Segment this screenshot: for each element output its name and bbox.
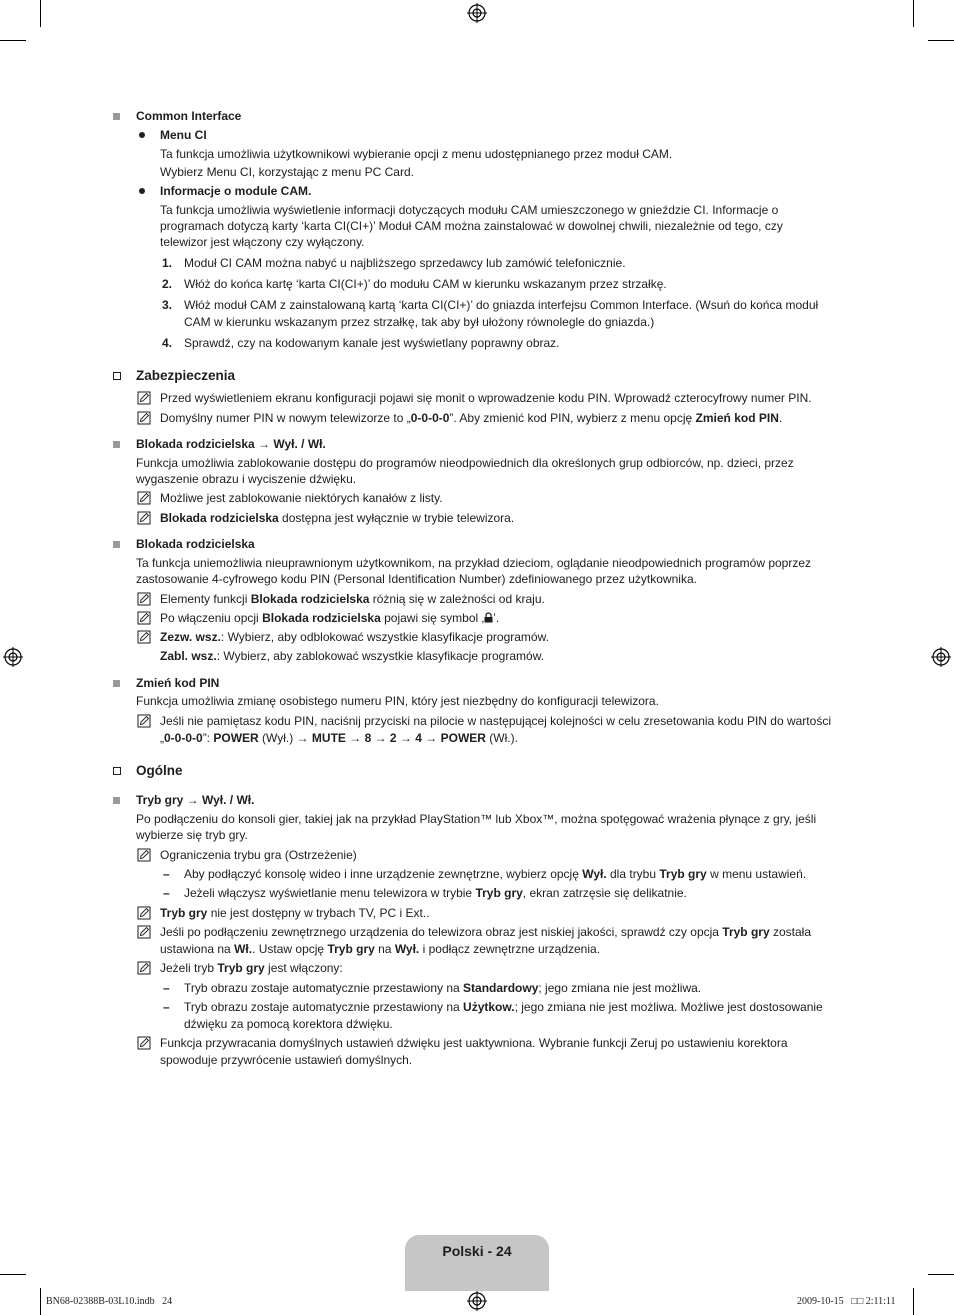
note-icon bbox=[137, 1036, 151, 1050]
square-bullet-icon bbox=[113, 797, 120, 804]
note-icon bbox=[137, 906, 151, 920]
step-text: Sprawdź, czy na kodowanym kanale jest wyświetlany poprawny obraz. bbox=[184, 336, 560, 350]
square-bullet-icon bbox=[113, 541, 120, 548]
note-icon bbox=[137, 491, 151, 505]
note-text: Domyślny numer PIN w nowym telewizorze to „0-0-0-0”. Aby zmienić kod PIN, wybierz z menu opcję Zmień kod PIN. bbox=[160, 411, 783, 425]
square-bullet-icon bbox=[113, 680, 120, 687]
note-text: Tryb gry nie jest dostępny w trybach TV, PC i Ext.. bbox=[160, 906, 430, 920]
cam-info-text: Ta funkcja umożliwia wyświetlenie informacji dotyczących modułu CAM umieszczonego w gnieździe CI. Informacje o bbox=[160, 203, 779, 217]
note-text: Po włączeniu opcji Blokada rodzicielska pojawi się symbol ‚ ’. bbox=[160, 611, 500, 625]
note-text: Możliwe jest zablokowanie niektórych kanałów z listy. bbox=[160, 491, 443, 505]
round-bullet-icon bbox=[139, 188, 145, 194]
game-mode-text: Po podłączeniu do konsoli gier, takiej jak na przykład PlayStation™ lub Xbox™, można spotęgować wrażenia płynące z gry, jeśli bbox=[136, 812, 817, 826]
menu-ci-text: Ta funkcja umożliwia użytkownikowi wybieranie opcji z menu udostępnianego przez moduł CAM. bbox=[160, 147, 673, 161]
parental-text: zastosowanie 4-cyfrowego kodu PIN (Personal Identification Number) zdefiniowanego przez użytkownika. bbox=[136, 572, 697, 586]
dash-bullet: – bbox=[163, 867, 170, 881]
dash-text: Tryb obrazu zostaje automatycznie przestawiony na Standardowy; jego zmiana nie jest możliwa. bbox=[184, 981, 702, 995]
note-icon bbox=[137, 714, 151, 728]
registration-mark-icon bbox=[467, 1291, 487, 1311]
parental-title: Blokada rodzicielska bbox=[136, 537, 255, 551]
crop-mark bbox=[928, 1274, 954, 1275]
dash-text: Jeżeli włączysz wyświetlanie menu telewizora w trybie Tryb gry, ekran zatrzęsie się delikatnie. bbox=[184, 886, 687, 900]
note-icon bbox=[137, 592, 151, 606]
game-mode-text: wybierze się tryb gry. bbox=[136, 828, 248, 842]
note-text: Jeżeli tryb Tryb gry jest włączony: bbox=[160, 961, 343, 975]
note-text: Jeśli po podłączeniu zewnętrznego urządzenia do telewizora obraz jest niskiej jakości, sprawdź czy opcja Tryb gry została bbox=[160, 925, 812, 939]
registration-mark-icon bbox=[467, 3, 487, 23]
dash-bullet: – bbox=[163, 886, 170, 900]
note-text: Ograniczenia trybu gra (Ostrzeżenie) bbox=[160, 848, 357, 862]
step-text: Włóż moduł CAM z zainstalowaną kartą ‘karta CI(CI+)’ do gniazda interfejsu Common Interface. (Wsuń do końca moduł bbox=[184, 298, 819, 312]
note-text: Blokada rodzicielska dostępna jest wyłącznie w trybie telewizora. bbox=[160, 511, 515, 525]
step-text: Moduł CI CAM można nabyć u najbliższego sprzedawcy lub zamówić telefonicznie. bbox=[184, 256, 626, 270]
step-text: CAM w kierunku wskazanym przez strzałkę, tak aby był ułożony równolegle do gniazda.) bbox=[184, 315, 655, 329]
step-number: 2. bbox=[162, 277, 173, 291]
parental-text: Ta funkcja uniemożliwia nieuprawnionym użytkownikom, na przykład dzieciom, oglądanie nieodpowiednich programów poprzez bbox=[136, 556, 812, 570]
note-text: Funkcja przywracania domyślnych ustawień dźwięku jest uaktywniona. Wybranie funkcji Zeruj po ustawieniu korektora bbox=[160, 1036, 788, 1050]
step-text: Włóż do końca kartę ‘karta CI(CI+)’ do modułu CAM w kierunku wskazanym przez strzałkę. bbox=[184, 277, 667, 291]
note-text: Zezw. wsz.: Wybierz, aby odblokować wszystkie klasyfikacje programów. bbox=[160, 630, 549, 644]
note-icon bbox=[137, 961, 151, 975]
registration-mark-icon bbox=[3, 647, 23, 667]
step-number: 1. bbox=[162, 256, 173, 270]
section-title-common-interface: Common Interface bbox=[136, 109, 242, 123]
cam-info-text: programach dotyczą karty ‘karta CI(CI+)’ Moduł CAM można zainstalować w dowolnej chwili, niezależnie od tego, czy bbox=[160, 219, 783, 233]
note-icon bbox=[137, 411, 151, 425]
note-text: Jeśli nie pamiętasz kodu PIN, naciśnij przyciski na pilocie w następującej kolejności w celu zresetowania kodu PIN do wartości bbox=[160, 714, 831, 728]
note-text: spowoduje przywrócenie ustawień domyślnych. bbox=[160, 1053, 413, 1067]
print-date-info: 2009-10-15 □□ 2:11:11 bbox=[797, 1296, 896, 1307]
note-text: Elementy funkcji Blokada rodzicielska różnią się w zależności od kraju. bbox=[160, 592, 545, 606]
note-icon bbox=[137, 630, 151, 644]
section-heading-security: Zabezpieczenia bbox=[136, 368, 236, 383]
parental-onoff-text: wygaszenie obrazu i wyciszenie dźwięku. bbox=[136, 472, 357, 486]
note-icon bbox=[137, 848, 151, 862]
square-bullet-icon bbox=[113, 441, 120, 448]
crop-mark bbox=[40, 1288, 41, 1315]
crop-mark bbox=[0, 1274, 26, 1275]
dash-text: Aby podłączyć konsolę wideo i inne urządzenie zewnętrzne, wybierz opcję Wył. dla trybu Tryb gry w menu ustawień. bbox=[184, 867, 807, 881]
page-number: Polski - 24 bbox=[442, 1243, 512, 1259]
note-text: „0-0-0-0”: POWER (Wył.) → MUTE → 8 → 2 → 4 → POWER (Wł.). bbox=[160, 731, 518, 745]
game-mode-title: Tryb gry → Wył. / Wł. bbox=[136, 793, 255, 807]
change-pin-text: Funkcja umożliwia zmianę osobistego numeru PIN, który jest niezbędny do konfiguracji telewizora. bbox=[136, 694, 659, 708]
note-text: ustawiona na Wł.. Ustaw opcję Tryb gry na Wył. i podłącz zewnętrzne urządzenia. bbox=[160, 942, 601, 956]
menu-ci-text: Wybierz Menu CI, korzystając z menu PC Card. bbox=[160, 165, 414, 179]
dash-text: dźwięku za pomocą korektora dźwięku. bbox=[184, 1017, 393, 1031]
print-file-info: BN68-02388B-03L10.indb 24 bbox=[46, 1296, 173, 1307]
registration-mark-icon bbox=[931, 647, 951, 667]
note-icon bbox=[137, 611, 151, 625]
round-bullet-icon bbox=[139, 132, 145, 138]
cam-info-title: Informacje o module CAM. bbox=[160, 184, 312, 198]
note-text: Przed wyświetleniem ekranu konfiguracji pojawi się monit o wprowadzenie kodu PIN. Wprowadź czterocyfrowy numer PIN. bbox=[160, 391, 812, 405]
crop-mark bbox=[40, 0, 41, 27]
note-icon bbox=[137, 511, 151, 525]
change-pin-title: Zmień kod PIN bbox=[136, 676, 220, 690]
square-bullet-icon bbox=[113, 113, 120, 120]
crop-mark bbox=[0, 40, 26, 41]
dash-bullet: – bbox=[163, 981, 170, 995]
step-number: 4. bbox=[162, 336, 173, 350]
note-text: Zabl. wsz.: Wybierz, aby zablokować wszystkie klasyfikacje programów. bbox=[160, 649, 545, 663]
step-number: 3. bbox=[162, 298, 173, 312]
checkbox-bullet-icon bbox=[113, 767, 121, 775]
note-icon bbox=[137, 925, 151, 939]
crop-mark bbox=[928, 40, 954, 41]
crop-mark bbox=[913, 0, 914, 27]
dash-bullet: – bbox=[163, 1000, 170, 1014]
crop-mark bbox=[913, 1288, 914, 1315]
menu-ci-title: Menu CI bbox=[160, 128, 207, 142]
parental-onoff-title: Blokada rodzicielska → Wył. / Wł. bbox=[136, 437, 326, 451]
note-icon bbox=[137, 391, 151, 405]
section-heading-general: Ogólne bbox=[136, 763, 183, 778]
dash-text: Tryb obrazu zostaje automatycznie przestawiony na Użytkow.; jego zmiana nie jest możliwa. Możliwe jest dostosowanie bbox=[184, 1000, 823, 1014]
parental-onoff-text: Funkcja umożliwia zablokowanie dostępu do programów nieodpowiednich dla określonych grup odbiorców, np. dzieci, przez bbox=[136, 456, 794, 470]
checkbox-bullet-icon bbox=[113, 372, 121, 380]
lock-icon bbox=[484, 612, 493, 623]
cam-info-text: telewizor jest włączony czy wyłączony. bbox=[160, 235, 365, 249]
